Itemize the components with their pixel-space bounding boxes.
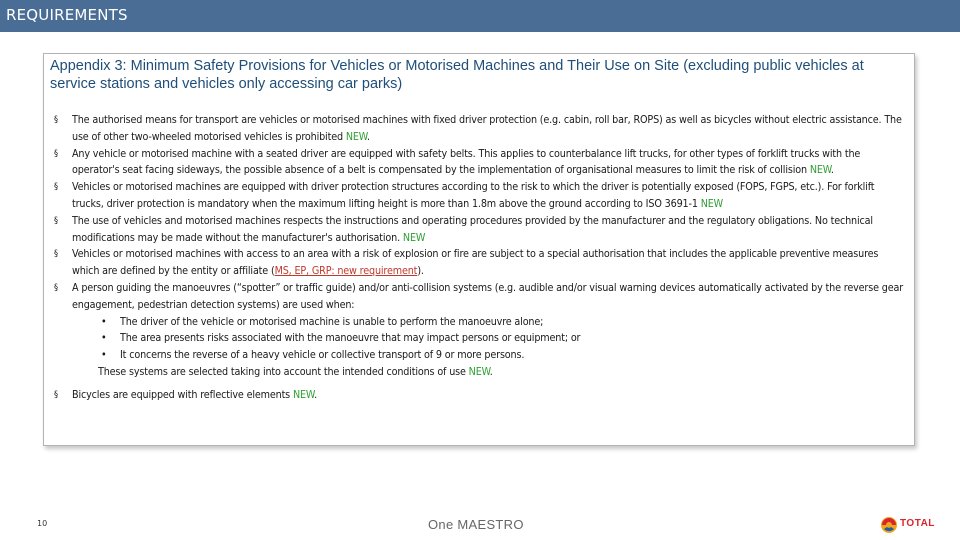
bullet-marker: § [54, 148, 58, 159]
list-item: § A person guiding the manoeuvres (“spotter” or traffic guide) and/or anti-collision systems (e.g. audible and/or visual warning devices automatically activated by the reverse gear engagement, pedestrian detection systems) are used when: • The driver of the vehicle or motorised machine is unable to perform the manoeuvre alone; • The area presents risks associated with the manoeuvre that may impact persons or equipment; or • It concerns the reverse of a heavy vehicle or collective transport of 9 or more persons. These systems are selected taking into account the intended conditions of use NEW. [44, 280, 914, 381]
closing-line: These systems are selected taking into account the intended conditions of use NEW. [98, 364, 493, 378]
new-badge: NEW [292, 387, 315, 401]
sub-bullet-marker: • [101, 348, 107, 362]
bullet-marker: § [54, 389, 58, 400]
new-badge: NEW [700, 196, 724, 210]
sub-list-item: • It concerns the reverse of a heavy vehicle or collective transport of 9 or more persons. [72, 347, 908, 364]
total-logo [880, 514, 940, 536]
footer-brand: One MAESTRO [428, 517, 524, 532]
new-badge: NEW [468, 364, 490, 378]
bullet-marker: § [54, 115, 58, 125]
list-item: § The authorised means for transport are vehicles or motorised machines with fixed driver protection (e.g. cabin, roll bar, ROPS) as well as bicycles without electric assistance. The use of other two-wheeled motorised vehicles is prohibited NEW. [54, 113, 902, 143]
bullet-marker: § [54, 249, 58, 260]
bullet-marker: § [54, 215, 58, 226]
logo-text: TOTAL [900, 518, 935, 529]
new-badge: NEW [809, 163, 831, 177]
list-item: § Vehicles or motorised machines with access to an area with a risk of explosion or fire are subject to a special authorisation that includes the applicable preventive measures which are defined by the entity or affiliate (MS, EP, GRP: new requirement). [54, 247, 879, 278]
page-number: 10 [37, 519, 48, 528]
header-bar [0, 0, 960, 32]
list-item: § Bicycles are equipped with reflective elements NEW. [44, 387, 914, 404]
list-item: § Any vehicle or motorised machine with a seated driver are equipped with safety belts. This applies to counterbalance lift trucks, for other types of forklift trucks with the operator's seat facing sideways, the possible absence of a belt is compensated by the implementation of organisational measures to limit the risk of collision NEW. [54, 146, 861, 177]
appendix-title: Appendix 3: Minimum Safety Provisions for Vehicles or Motorised Machines and Their Use on Site (excluding public vehicles at service stations and vehicles only accessing car parks) [50, 58, 864, 92]
sub-list-item: • The area presents risks associated with the manoeuvre that may impact persons or equipment; or [72, 330, 908, 347]
total-logo-icon [880, 516, 898, 534]
requirements-list [44, 112, 914, 404]
list-item: § The use of vehicles and motorised machines respects the instructions and operating procedures provided by the manufacturer and the regulatory obligations. No technical modifications may be made without the manufacturer's authorisation. NEW [54, 213, 873, 244]
new-badge: NEW [402, 230, 426, 244]
appendix-box [43, 53, 915, 446]
header-title: REQUIREMENTS [6, 6, 128, 24]
sub-bullet-marker: • [101, 314, 107, 328]
requirement-note: MS, EP, GRP: new requirement [274, 264, 418, 278]
bullet-marker: § [54, 182, 58, 193]
list-item: § Vehicles or motorised machines are equipped with driver protection structures according to the risk to which the driver is potentially exposed (FOPS, FGPS, etc.). For forklift trucks, driver protection is mandatory when the maximum lifting height is more than 1.8m above the ground according to ISO 3691-1 NEW [54, 180, 875, 210]
sub-list-item: • The driver of the vehicle or motorised machine is unable to perform the manoeuvre alone; [72, 314, 908, 331]
new-badge: NEW [345, 129, 367, 143]
sub-bullet-marker: • [101, 331, 107, 345]
bullet-marker: § [54, 282, 58, 293]
